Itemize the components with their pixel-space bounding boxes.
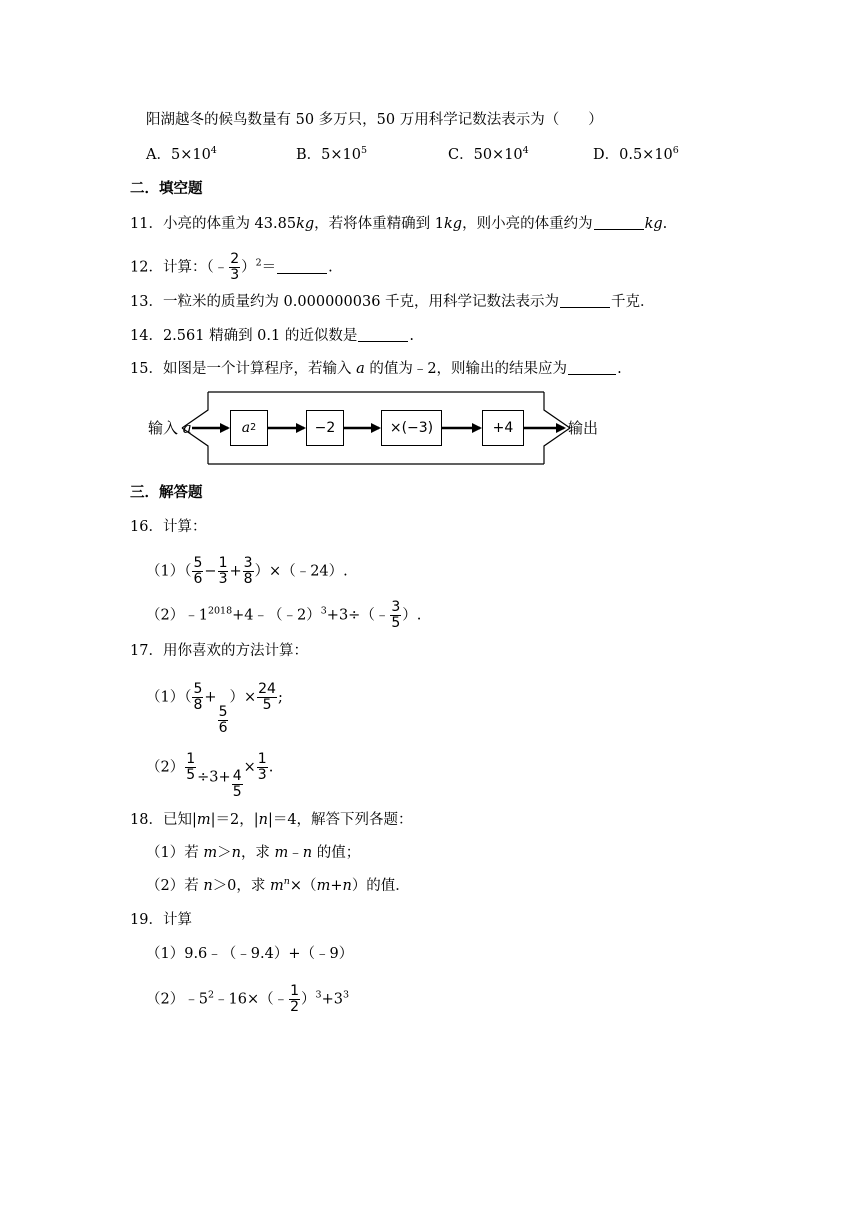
q17-part1: （1）（ $\frac{5}{8}$ + $\frac{5}{6}$ ）× $\frac{24}{5}$ ; (146, 681, 283, 736)
q19-title: 19．计算 (130, 912, 192, 928)
q11: 11．小亮的体重为 43.85kg，若将体重精确到 1kg，则小亮的体重约为 kg. (130, 216, 668, 232)
q18-part2: （2）若 n＞0，求 $m^n\times(m+n)$的值． (146, 876, 410, 894)
diagram-frame (146, 388, 606, 468)
q19-part1: （1）9.6﹣（﹣9.4）+（﹣9） (146, 946, 354, 962)
fraction: $\frac{2}{3}$ (230, 251, 240, 283)
choice-d[interactable]: D．$0.5\times 10^6$ (593, 145, 679, 163)
q14: 14．2.561 精确到 0.1 的近似数是 . (130, 328, 414, 344)
fraction: $\frac{5}{6}$ (193, 555, 203, 587)
answer-blank[interactable] (277, 259, 327, 274)
fraction: $\frac{24}{5}$ (258, 681, 276, 713)
section-heading-solutions: 三．解答题 (130, 485, 203, 501)
fraction: $\frac{1}{3}$ (218, 555, 228, 587)
q15: 15．如图是一个计算程序，若输入 a 的值为﹣2，则输出的结果应为 . (130, 361, 622, 377)
choice-b[interactable]: B．$5\times 10^5$ (296, 145, 368, 163)
q10-stem: 阳湖越冬的候鸟数量有 50 多万只，50 万用科学记数法表示为（ ） (146, 112, 603, 128)
diagram-input-label: 输入 a (148, 419, 192, 437)
q16-part2: $(2)﹣1^{2018}+4﹣(﹣2)^3+3\div(﹣$ $\frac{3}{5}$ ）. (146, 599, 422, 631)
diagram-box-times-neg-three: ×(−3) (381, 410, 442, 446)
q19-part2: $(2)﹣5^2﹣16\times(﹣$ $\frac{1}{2}$ ）$^3+3^3$ (146, 983, 349, 1015)
fraction: $\frac{1}{2}$ (290, 983, 300, 1015)
q16-part1: （1）（ $\frac{5}{6}$ − $\frac{1}{3}$ + $\frac{3}{8}$ ）×（﹣24）. (146, 555, 348, 587)
diagram-output-label: 输出 (568, 419, 599, 437)
q13: 13．一粒米的质量约为 0.000000036 千克，用科学记数法表示为 千克． (130, 294, 655, 310)
answer-blank[interactable] (594, 215, 644, 230)
choice-a[interactable]: A．$5\times 10^4$ (146, 145, 217, 163)
fraction: $\frac{3}{8}$ (243, 555, 253, 587)
q18-part1: （1）若 m＞n，求 m﹣n 的值； (146, 845, 361, 861)
choice-c[interactable]: C．$50\times 10^4$ (448, 145, 529, 163)
answer-blank[interactable] (560, 293, 610, 308)
section-heading-fill-blank: 二．填空题 (130, 181, 203, 197)
q16-title: 16．计算： (130, 519, 207, 535)
q18-stem: 18．已知|m|＝2，|n|＝4，解答下列各题： (130, 812, 413, 828)
diagram-box-minus-two: −2 (306, 410, 344, 446)
fraction: $\frac{5}{6}$ (218, 703, 228, 736)
fraction: $\frac{5}{8}$ (193, 681, 203, 713)
calculation-program-diagram (146, 388, 606, 468)
q17-part2: （2） $\frac{1}{5}$ ÷3+ $\frac{4}{5}$ × $\frac{1}{3}$ . (146, 751, 274, 800)
fraction: $\frac{3}{5}$ (391, 599, 401, 631)
q12: 12．计算：（﹣ $\frac{2}{3}$ ）$^2$＝ . (130, 251, 333, 283)
diagram-box-plus-four: +4 (482, 410, 524, 446)
answer-blank[interactable] (568, 360, 616, 375)
answer-blank[interactable] (358, 327, 408, 342)
fraction: $\frac{1}{3}$ (257, 751, 267, 783)
fraction: $\frac{1}{5}$ (186, 751, 196, 783)
q17-title: 17．用你喜欢的方法计算： (130, 643, 308, 659)
fraction: $\frac{4}{5}$ (232, 767, 242, 800)
diagram-box-square: a 2 (230, 410, 268, 446)
